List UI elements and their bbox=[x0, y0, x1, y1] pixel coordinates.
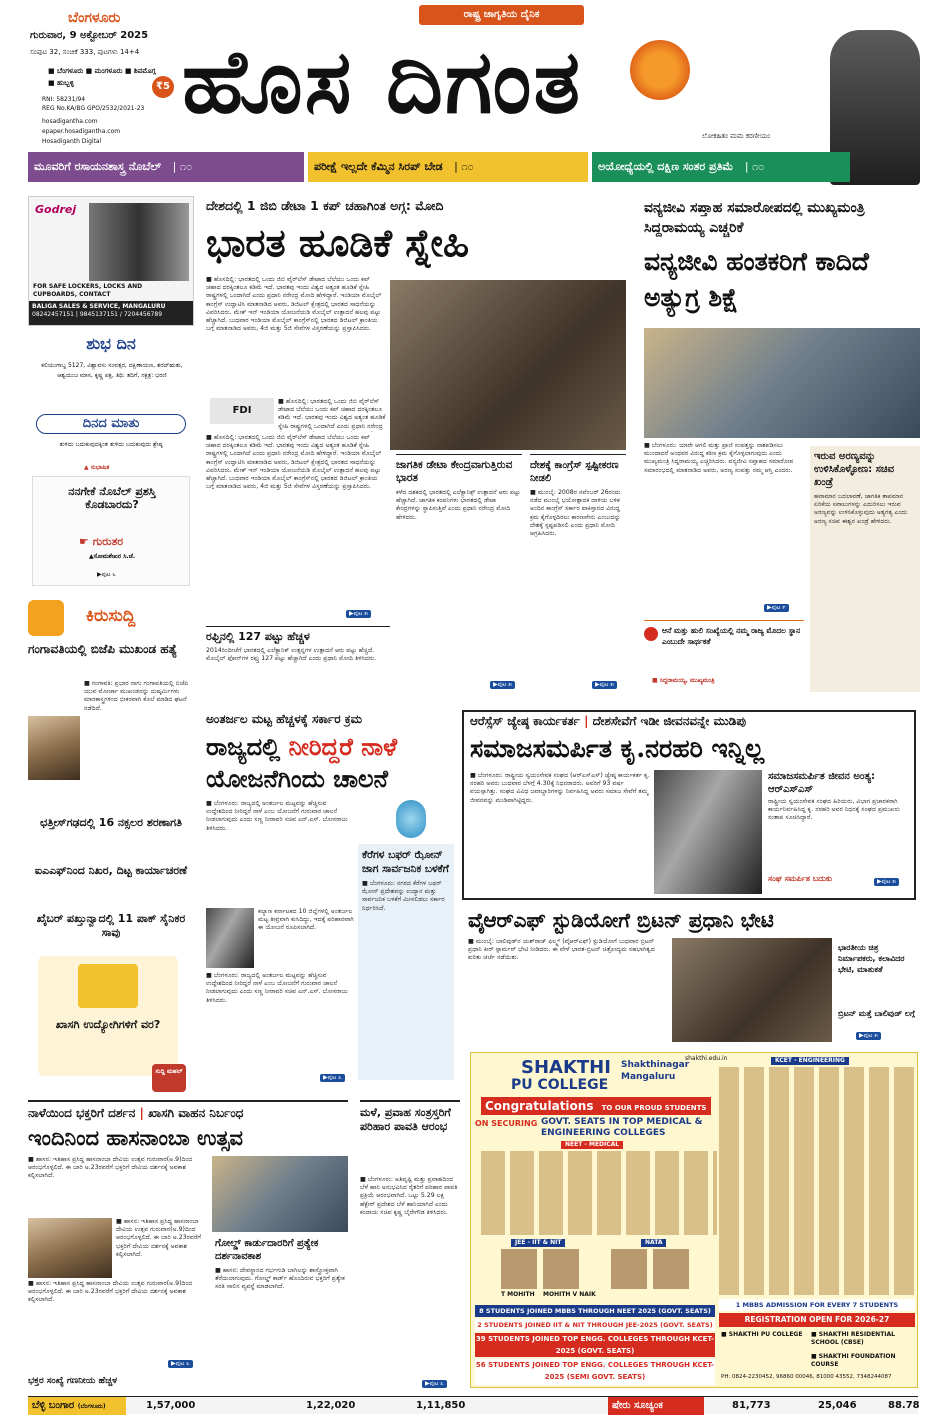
water-story bbox=[206, 712, 454, 1088]
gold-card-box bbox=[212, 1234, 348, 1394]
teaser-3[interactable] bbox=[592, 152, 850, 182]
sensex-value: 81,773 bbox=[732, 1400, 771, 1411]
khandre-body: ಹವಾಮಾನ ಬದಲಾವಣೆ, ಜಾಗತಿಕ ತಾಪಮಾನ ಏರಿಕೆಯ ಸವಾಲುಗಳನ್ನು ಎದುರಿಸಲು ಇರುವ ಅರಣ್ಯವನ್ನು ಉಳಿಸಿಕೊಳ್ಳುವುದು ಅತ್ಯಗತ್ಯ ಎಂದು ಅರಣ್ಯ ಸಚಿವ ಈಶ್ವರ ಖಂಡ್ರೆ ಹೇಳಿದರು. bbox=[814, 493, 908, 525]
side1-head[interactable]: ಜಾಗತಿಕ ಡೇಟಾ ಕೇಂದ್ರವಾಗುತ್ತಿರುವ ಭಾರತ bbox=[396, 459, 513, 484]
brief1-head[interactable]: ಗಂಗಾವತಿಯಲ್ಲಿ ಬಿಜೆಪಿ ಮುಖಂಡ ಹತ್ಯೆ bbox=[28, 642, 178, 656]
hasanamba-kicker-1: ನಾಳೆಯಿಂದ ಭಕ್ತರಿಗೆ ದರ್ಶನ bbox=[28, 1106, 136, 1120]
godrej-phone: 08242457151 | 9845137151 / 7204456789 bbox=[32, 311, 163, 318]
brief3-head[interactable]: ಐಎಎಫ್‌ನಿಂದ ನಿಖರ, ದಿಟ್ಟ ಕಾರ್ಯಾಚರಣೆ bbox=[34, 864, 188, 877]
cartoon-page: ▶ಪುಟ ೬ bbox=[97, 571, 116, 578]
water-kicker: ಅಂತರ್ಜಲ ಮಟ್ಟ ಹೆಚ್ಚಳಕ್ಕೆ ಸರ್ಕಾರ ಕ್ರಮ bbox=[206, 712, 363, 726]
wildlife-body: ■ ಬೆಂಗಳೂರು: ಯಾರೇ ಆಗಲಿ ಮತ್ತು ಪ್ರಾಣಿ ಸಂಪತ್ತನ್ನು ನಾಶಪಡಿಸಲು ಮುಂದಾದರೆ ಅಂಥವರ ವಿರುದ್ಧ ಕಠಿಣ ಕ್ರಮ ಕೈಗೊಳ್ಳಲಾಗುವುದು ಎಂದು ಮುಖ್ಯಮಂತ್ರಿ ಸಿದ್ದರಾಮಯ್ಯ ಎಚ್ಚರಿಸಿದರು. ವನ್ಯಜೀವಿ ಸಪ್ತಾಹದ ಸಮಾರೋಪ ಸಮಾರಂಭದಲ್ಲಿ ಮಾತನಾಡಿದ ಅವರು, ಅರಣ್ಯ ಸಂಪತ್ತು ನಮ್ಮ ಆಸ್ತಿ ಎಂದರು. bbox=[644, 442, 794, 474]
hasanamba-footer: ಭಕ್ತರ ಸಂಖ್ಯೆ ಗಣನೀಯ ಹೆಚ್ಚಳ bbox=[28, 1376, 118, 1386]
lead-kicker: ದೇಶದಲ್ಲಿ 1 ಜಿಬಿ ಡೇಟಾ 1 ಕಪ್ ಚಹಾಗಿಂತ ಅಗ್ಗ: ಮೋದಿ bbox=[206, 198, 444, 213]
shubha-dina: ಶುಭ ದಿನ bbox=[86, 334, 136, 353]
rss-side-body: ರಾಷ್ಟ್ರೀಯ ಸ್ವಯಂಸೇವಕ ಸಂಘದ ಹಿರಿಯರು, ವಿಭಾಗ ಪ್ರಚಾರಕರಾಗಿ ಕಾರ್ಯನಿರ್ವಹಿಸಿದ್ದ ಕೃ. ನರಹರಿ ಅವರ ನಿಧನಕ್ಕೆ ಸಂಘದ ಪ್ರಮುಖರು ಸಂತಾಪ ಸೂಚಿಸಿದ್ದಾರೆ. bbox=[768, 798, 900, 822]
lead-page-ref[interactable]: ▶ಪುಟ ೫ bbox=[346, 610, 371, 618]
stat-1: 8 STUDENTS JOINED MBBS THROUGH NEET 2025 (GOVT. SEATS) bbox=[475, 1305, 715, 1317]
private-question: ಖಾಸಗಿ ಉದ್ಯೋಗಿಗಳಿಗೆ ವರ? bbox=[55, 1018, 161, 1031]
hasanamba-body-3: ■ ಹಾಸನ: ಇತಿಹಾಸ ಪ್ರಸಿದ್ಧ ಹಾಸನಾಂಬಾ ದೇವಿಯ ಉತ್ಸವ ಗುರುವಾರ(ಅ.9)ದಿಂದ ಆರಂಭಗೊಳ್ಳಲಿದೆ. ಈ ಬಾರಿ ಅ.23ರವರೆಗೆ ಭಕ್ತರಿಗೆ ದೇವಿಯ ದರ್ಶನಕ್ಕೆ ಅವಕಾಶ ಕಲ್ಪಿಸಲಾಗಿದೆ. bbox=[28, 1280, 193, 1304]
rss-kicker bbox=[470, 714, 746, 729]
flood-headline[interactable]: ಮಳೆ, ಪ್ರವಾಹ ಸಂತ್ರಸ್ತರಿಗೆ ಪರಿಹಾರ ಪಾವತಿ ಆರಂಭ bbox=[360, 1106, 451, 1133]
masthead-title: ಹೊಸ ದಿಗಂತ bbox=[182, 29, 583, 133]
registration: REGISTRATION OPEN FOR 2026-27 bbox=[719, 1313, 915, 1327]
water-body-2: ಕಲ್ಯಾಣ ಕರ್ನಾಟಕದ 10 ಜಿಲ್ಲೆಗಳಲ್ಲಿ ಅಂತರ್ಜಲ ಮಟ್ಟ ತೀವ್ರವಾಗಿ ಕುಸಿದಿದ್ದು, ಇದಕ್ಕೆ ಪರಿಹಾರವಾಗಿ ಈ ಯೋಜನೆ ರೂಪಿಸಲಾಗಿದೆ. bbox=[258, 908, 354, 932]
yrf-side: ಭಾರತೀಯ ಚಿತ್ರ ನಿರ್ಮಾಪಕರು, ಕಲಾವಿದರ ಭೇಟಿ, ಮಾತುಕತೆ bbox=[838, 943, 905, 974]
lead-body: ■ ಹೊಸದಿಲ್ಲಿ: ಭಾರತದಲ್ಲಿ ಒಂದು ಜಿಬಿ ವೈರ್‌ಲೆಸ್ ಡೇಟಾದ ಬೆಲೆಯು ಒಂದು ಕಪ್ ಚಹಾದ ದರಕ್ಕಿಂತಲೂ ಕಡಿಮೆ ಇದೆ. ಭಾರತವು ಇಂದು ವಿಶ್ವದ ಅತ್ಯಂತ ಹೂಡಿಕೆ ಸ್ನೇಹಿ ರಾಷ್ಟ್ರಗಳಲ್ಲಿ ಒಂದಾಗಿದೆ ಎಂದು ಪ್ರಧಾನಿ ನರೇಂದ್ರ ಮೋದಿ ಹೇಳಿದ್ದಾರೆ. ಇಂಡಿಯಾ ಮೊಬೈಲ್ ಕಾಂಗ್ರೆಸ್ ಉದ್ಘಾಟಿಸಿ ಮಾತನಾಡಿದ ಅವರು, ಡಿಜಿಟಲ್ ಕ್ಷೇತ್ರದಲ್ಲಿ ಭಾರತದ ಸಾಧನೆಯನ್ನು ವಿವರಿಸಿದರು. ಮೇಕ್ ಇನ್ ಇಂಡಿಯಾ ಯೋಜನೆಯಡಿ ಮೊಬೈಲ್ ಉತ್ಪಾದನೆ ಹಲವು ಪಟ್ಟು ಹೆಚ್ಚಾಗಿದೆ. ಬುಧವಾರ ಇಂಡಿಯಾ ಮೊಬೈಲ್ ಕಾಂಗ್ರೆಸ್‌ನಲ್ಲಿ ಭಾರತದ ಡಿಜಿಟಲ್ ಕ್ರಾಂತಿಯ ಬಗ್ಗೆ ಮಾತನಾಡಿದ ಅವರು, 4ಜಿ ಮತ್ತು 5ಜಿ ಸೇವೆಗಳ ವಿಸ್ತರಣೆಯನ್ನು ಪ್ರಸ್ತಾಪಿಸಿದರು. bbox=[206, 276, 382, 333]
buffer-head[interactable]: ಕೆರೆಗಳ ಬಫರ್ ಝೋನ್ ಜಾಗ ಸಾರ್ವಜನಿಕ ಬಳಕೆಗೆ bbox=[362, 849, 449, 875]
masthead-reg: REG No.KA/BG GPO/2532/2021-23 bbox=[42, 105, 145, 112]
yrf-story bbox=[462, 906, 916, 1046]
cm-quote-text: ಆನೆ ಮತ್ತು ಹುಲಿ ಸಂಖ್ಯೆಯಲ್ಲಿ ನಮ್ಮ ರಾಜ್ಯ ಮೊದಲ ಸ್ಥಾನ ಎಂಬುದೇ ಸಾರ್ಥಕತೆ bbox=[662, 626, 801, 646]
shakthi-phone: PH: 0824-2230452, 96860 00046, 81000 43552, 7348244087 bbox=[721, 1374, 892, 1380]
water-body: ■ ಬೆಂಗಳೂರು: ರಾಜ್ಯದಲ್ಲಿ ಅಂತರ್ಜಲ ಮಟ್ಟವನ್ನು ಹೆಚ್ಚಿಸುವ ಉದ್ದೇಶದಿಂದ ನೀರಿದ್ದರೆ ನಾಳೆ ಎಂಬ ಯೋಜನೆಗೆ ಗುರುವಾರ ಚಾಲನೆ ನೀಡಲಾಗುವುದು ಎಂದು ಸಣ್ಣ ನೀರಾವರಿ ಸಚಿವ ಎನ್.ಎಸ್. ಬೋಸರಾಜು ತಿಳಿಸಿದರು. bbox=[206, 800, 348, 832]
shakthi-ad[interactable] bbox=[470, 1052, 918, 1388]
gold24-value: 1,22,020 bbox=[306, 1400, 356, 1411]
teaser-1-text: ಮೂವರಿಗೆ ರಸಾಯನಶಾಸ್ತ್ರ ನೊಬೆಲ್ bbox=[34, 160, 162, 173]
hand-icon bbox=[28, 600, 64, 636]
lead-headline[interactable]: ಭಾರತ ಹೂಡಿಕೆ ಸ್ನೇಹಿ bbox=[206, 220, 470, 265]
lead-story bbox=[206, 196, 626, 701]
masthead-epaper[interactable]: epaper.hosadigantha.com bbox=[42, 128, 121, 135]
quote-mark-icon bbox=[644, 627, 658, 641]
hasanamba-page-ref[interactable]: ▶ಪುಟ ೩ bbox=[168, 1360, 193, 1368]
quote-by: ▲ ಸುಭಾಷಿತ bbox=[84, 464, 110, 471]
mbbs-ratio: 1 MBBS ADMISSION FOR EVERY 7 STUDENTS bbox=[719, 1299, 915, 1311]
masthead-web[interactable]: hosadigantha.com bbox=[42, 118, 98, 125]
gold-card-head[interactable]: ಗೋಲ್ಡ್ ಕಾರ್ಡುದಾರರಿಗೆ ಪ್ರತ್ಯೇಕ ದರ್ಶನಾವಕಾಶ bbox=[215, 1238, 319, 1262]
teaser-1[interactable] bbox=[28, 152, 304, 182]
private-box bbox=[38, 956, 178, 1076]
neet-label: NEET - MEDICAL bbox=[561, 1141, 623, 1149]
nata-label: NATA bbox=[641, 1239, 666, 1247]
water-body-3: ■ ಬೆಂಗಳೂರು: ರಾಜ್ಯದಲ್ಲಿ ಅಂತರ್ಜಲ ಮಟ್ಟವನ್ನು ಹೆಚ್ಚಿಸುವ ಉದ್ದೇಶದಿಂದ ನೀರಿದ್ದರೆ ನಾಳೆ ಎಂಬ ಯೋಜನೆಗೆ ಗುರುವಾರ ಚಾಲನೆ ನೀಡಲಾಗುವುದು ಎಂದು ಸಣ್ಣ ನೀರಾವರಿ ಸಚಿವ ಎನ್.ಎಸ್. ಬೋಸರಾಜು ತಿಳಿಸಿದರು. bbox=[206, 972, 348, 1004]
suddi-mahal: ಸುದ್ದಿ ಮಹಲ್ bbox=[152, 1064, 186, 1092]
yrf-headline[interactable]: ವೈಆರ್‌ಎಫ್ ಸ್ಟುಡಿಯೋಗೆ ಬ್ರಿಟನ್ ಪ್ರಧಾನಿ ಭೇಟಿ bbox=[468, 908, 774, 932]
brief2-head[interactable]: ಛತ್ತೀಸ್‌ಗಢದಲ್ಲಿ 16 ನಕ್ಸಲರ ಶರಣಾಗತಿ bbox=[40, 816, 182, 829]
hasanamba-photo-1 bbox=[28, 1218, 112, 1278]
kirusuddi: ಕಿರುಸುದ್ದಿ bbox=[86, 606, 136, 626]
silver-value: 1,57,000 bbox=[146, 1400, 196, 1411]
water-headline-1[interactable] bbox=[206, 732, 454, 762]
masthead-date: ಗುರುವಾರ, 9 ಅಕ್ಟೋಬರ್ 2025 bbox=[30, 30, 149, 41]
rss-headline[interactable]: ಸಮಾಜಸಮರ್ಪಿತ ಕೃ.ನರಹರಿ ಇನ್ನಿಲ್ಲ bbox=[470, 734, 765, 763]
wildlife-page-ref[interactable]: ▶ಪುಟ ೯ bbox=[764, 604, 789, 612]
side1-body: ಕಳೆದ ದಶಕದಲ್ಲಿ ಭಾರತದಲ್ಲಿ ಎಲೆಕ್ಟ್ರಾನಿಕ್ಸ್ ಉತ್ಪಾದನೆ ಆರು ಪಟ್ಟು ಹೆಚ್ಚಾಗಿದೆ. ಜಾಗತಿಕ ಕಂಪನಿಗಳು ಭಾರತದಲ್ಲಿ ಡೇಟಾ ಕೇಂದ್ರಗಳನ್ನು ಸ್ಥಾಪಿಸುತ್ತಿವೆ ಎಂದು ಪ್ರಧಾನಿ ನರೇಂದ್ರ ಮೋದಿ ಹೇಳಿದರು. bbox=[396, 489, 521, 521]
lead-body-2: ■ ಹೊಸದಿಲ್ಲಿ: ಭಾರತದಲ್ಲಿ ಒಂದು ಜಿಬಿ ವೈರ್‌ಲೆಸ್ ಡೇಟಾದ ಬೆಲೆಯು ಒಂದು ಕಪ್ ಚಹಾದ ದರಕ್ಕಿಂತಲೂ ಕಡಿಮೆ ಇದೆ. ಭಾರತವು ಇಂದು ವಿಶ್ವದ ಅತ್ಯಂತ ಹೂಡಿಕೆ ಸ್ನೇಹಿ ರಾಷ್ಟ್ರಗಳಲ್ಲಿ ಒಂದಾಗಿದೆ ಎಂದು ಪ್ರಧಾನಿ ನರೇಂದ್ರ bbox=[278, 398, 386, 430]
modi-photo bbox=[390, 280, 626, 450]
shakthi-name: SHAKTHI bbox=[521, 1057, 611, 1078]
side3-head[interactable]: ದೇಶಕ್ಕೆ ಕಾಂಗ್ರೆಸ್ ಸ್ಪಷ್ಟೀಕರಣ ನೀಡಲಿ bbox=[530, 460, 619, 484]
fdi-label: FDI bbox=[232, 405, 252, 416]
masthead-tagline: ರಾಷ್ಟ್ರ ಜಾಗೃತಿಯ ದೈನಿಕ bbox=[419, 5, 584, 25]
flood-story bbox=[360, 1100, 460, 1392]
inst-3: ■ SHAKTHI FOUNDATION COURSE bbox=[811, 1353, 896, 1368]
kirusuddi-banner bbox=[28, 600, 194, 636]
teaser-strip bbox=[28, 152, 918, 182]
neet-grid bbox=[481, 1151, 717, 1235]
side2-head[interactable]: ರಫ್ತಿನಲ್ಲಿ 127 ಪಟ್ಟು ಹೆಚ್ಚಳ bbox=[206, 630, 310, 643]
rss-story bbox=[462, 710, 916, 900]
fdi-graphic bbox=[210, 398, 274, 424]
brief1-body: ■ ಗಂಗಾವತಿ: ಪ್ರಭಾರ ನಾಗು ಗಂಗಾವತಿಯಲ್ಲಿ ಬಿಜೆಪಿ ಯುವ ಮೋರ್ಚಾ ಮುಖಂಡನನ್ನು ದುಷ್ಕರ್ಮಿಗಳು ಮಾರಕಾಸ್ತ್ರಗಳಿಂದ ಭೀಕರವಾಗಿ ಕೊಲೆ ಮಾಡಿದ ಘಟನೆ ನಡೆದಿದೆ. bbox=[84, 680, 189, 712]
wildlife-headline[interactable]: ವನ್ಯಜೀವಿ ಹಂತಕರಿಗೆ ಕಾದಿದೆ ಅತ್ಯುಗ್ರ ಶಿಕ್ಷೆ bbox=[644, 247, 869, 312]
masthead-city: ಬೆಂಗಳೂರು bbox=[68, 10, 121, 26]
side-story-3 bbox=[530, 454, 626, 694]
side2-body: 2014ರಿಂದೀಚೆಗೆ ಭಾರತದಲ್ಲಿ ಎಲೆಕ್ಟ್ರಾನಿಕ್ ಉತ್ಪನ್ನಗಳ ಉತ್ಪಾದನೆ ಆರು ಪಟ್ಟು ಹೆಚ್ಚಿದೆ. ಮೊಬೈಲ್ ಫೋನ್‌ಗಳ ರಫ್ತು 127 ಪಟ್ಟು ಹೆಚ್ಚಾಗಿದೆ ಎಂದು ಪ್ರಧಾನಿ ಮೋದಿ ತಿಳಿಸಿದರು. bbox=[206, 647, 377, 663]
rss-page-ref[interactable]: ▶ಪುಟ ೫ bbox=[874, 878, 899, 886]
cartoon-box bbox=[32, 476, 190, 586]
gold-card-body: ■ ಹಾಸನ: ದೇವಸ್ಥಾನದ ಗರ್ಭಗುಡಿ ಬಾಗಿಲನ್ನು ಶಾಸ್ತ್ರೋಕ್ತವಾಗಿ ತೆರೆಯಲಾಗುವುದು. ಗೋಲ್ಡ್ ಕಾರ್ಡ್ ಹೊಂದಿರುವ ಭಕ್ತರಿಗೆ ಪ್ರತ್ಯೇಕ ಸರತಿ ಸಾಲಿನ ವ್ಯವಸ್ಥೆ ಮಾಡಲಾಗಿದೆ. bbox=[215, 1267, 345, 1291]
yrf-side-2: ಬ್ರಿಟನ್ ಮತ್ತೆ ಬಾಲಿವುಡ್ ಲಗ್ಗೆ bbox=[838, 1009, 916, 1018]
nata-photos bbox=[611, 1249, 691, 1289]
desk-illustration bbox=[78, 964, 138, 1008]
congrats-text: Congratulations bbox=[485, 1099, 594, 1113]
jee-name-2: MOHITH V NAIK bbox=[543, 1291, 596, 1298]
teaser-2-text: ಪರೀಕ್ಷೆ ಇಲ್ಲದೇ ಕೆಮ್ಮಿನ ಸಿರಪ್ ಬೇಡ bbox=[314, 160, 443, 173]
proud-text: TO OUR PROUD STUDENTS bbox=[601, 1104, 707, 1112]
quote: ತುಳಿದು ಬದುಕುವುದಕ್ಕಿಂತ ತುಳಿದು ಬದುಕುವುದು ಶ್ರೇಷ್ಠ bbox=[59, 441, 163, 448]
lead-body-3: ■ ಹೊಸದಿಲ್ಲಿ: ಭಾರತದಲ್ಲಿ ಒಂದು ಜಿಬಿ ವೈರ್‌ಲೆಸ್ ಡೇಟಾದ ಬೆಲೆಯು ಒಂದು ಕಪ್ ಚಹಾದ ದರಕ್ಕಿಂತಲೂ ಕಡಿಮೆ ಇದೆ. ಭಾರತವು ಇಂದು ವಿಶ್ವದ ಅತ್ಯಂತ ಹೂಡಿಕೆ ಸ್ನೇಹಿ ರಾಷ್ಟ್ರಗಳಲ್ಲಿ ಒಂದಾಗಿದೆ ಎಂದು ಪ್ರಧಾನಿ ನರೇಂದ್ರ ಮೋದಿ ಹೇಳಿದ್ದಾರೆ. ಇಂಡಿಯಾ ಮೊಬೈಲ್ ಕಾಂಗ್ರೆಸ್ ಉದ್ಘಾಟಿಸಿ ಮಾತನಾಡಿದ ಅವರು, ಡಿಜಿಟಲ್ ಕ್ಷೇತ್ರದಲ್ಲಿ ಭಾರತದ ಸಾಧನೆಯನ್ನು ವಿವರಿಸಿದರು. ಮೇಕ್ ಇನ್ ಇಂಡಿಯಾ ಯೋಜನೆಯಡಿ ಮೊಬೈಲ್ ಉತ್ಪಾದನೆ ಹಲವು ಪಟ್ಟು ಹೆಚ್ಚಾಗಿದೆ. ಬುಧವಾರ ಇಂಡಿಯಾ ಮೊಬೈಲ್ ಕಾಂಗ್ರೆಸ್‌ನಲ್ಲಿ ಭಾರತದ ಡಿಜಿಟಲ್ ಕ್ರಾಂತಿಯ ಬಗ್ಗೆ ಮಾತನಾಡಿದ ಅವರು, 4ಜಿ ಮತ್ತು 5ಜಿ ಸೇವೆಗಳ ವಿಸ್ತರಣೆಯನ್ನು ಪ್ರಸ್ತಾಪಿಸಿದರು. bbox=[206, 434, 382, 491]
securing: ON SECURING bbox=[475, 1119, 538, 1128]
teaser-3-page: | ೧೦ bbox=[744, 160, 765, 173]
hasanamba-kicker bbox=[28, 1106, 243, 1121]
water-drop-icon bbox=[396, 800, 426, 838]
hasanamba-body-2: ■ ಹಾಸನ: ಇತಿಹಾಸ ಪ್ರಸಿದ್ಧ ಹಾಸನಾಂಬಾ ದೇವಿಯ ಉತ್ಸವ ಗುರುವಾರ(ಅ.9)ದಿಂದ ಆರಂಭಗೊಳ್ಳಲಿದೆ. ಈ ಬಾರಿ ಅ.23ರವರೆಗೆ ಭಕ್ತರಿಗೆ ದೇವಿಯ ದರ್ಶನಕ್ಕೆ ಅವಕಾಶ ಕಲ್ಪಿಸಲಾಗಿದೆ. bbox=[116, 1218, 201, 1258]
stat-4: 56 STUDENTS JOINED TOP ENGG. COLLEGES THROUGH KCET-2025 (SEMI GOVT. SEATS) bbox=[475, 1359, 715, 1385]
nobel-question: ನನಗೇಕೆ ನೊಬೆಲ್ ಪ್ರಶಸ್ತಿ ಕೊಡಬಾರದು? bbox=[68, 485, 156, 511]
wildlife-story bbox=[640, 196, 920, 701]
bosaraju-photo bbox=[206, 908, 254, 968]
khandre-head[interactable]: ಇರುವ ಅರಣ್ಯವನ್ನು ಉಳಿಸಿಕೊಳ್ಳೋಣ: ಸಚಿವ ಖಂಡ್ರೆ bbox=[814, 451, 895, 488]
water-page-ref[interactable]: ▶ಪುಟ ೩ bbox=[320, 1074, 345, 1082]
godrej-dealer: BALIGA SALES & SERVICE, MANGALURU bbox=[32, 303, 166, 310]
teaser-3-text: ಅಯೋಧ್ಯೆಯಲ್ಲಿ ದಕ್ಷಿಣ ಸಂತರ ಪ್ರತಿಮೆ bbox=[598, 160, 734, 173]
water-head-b: ನೀರಿದ್ದರೆ ನಾಳೆ bbox=[288, 732, 398, 761]
sun-emblem-icon bbox=[630, 40, 690, 100]
teaser-1-page: | ೧೦ bbox=[172, 160, 193, 173]
masthead-motto: ಲೋಕಹಿತಂ ಮಮ ಕರಣೀಯಂ bbox=[702, 132, 771, 140]
jee-label: JEE - IIT & NIT bbox=[511, 1239, 565, 1247]
sensex-label: ಷೇರು ಸೂಚ್ಯಂಕ bbox=[608, 1397, 704, 1415]
brief4-head[interactable]: ಖೈಬರ್ ಪಖ್ತುನ್ವಾದಲ್ಲಿ 11 ಪಾಕ್ ಸೈನಿಕರ ಸಾವು bbox=[36, 912, 186, 939]
starmer-photo bbox=[672, 938, 832, 1042]
side-story-1 bbox=[396, 454, 522, 694]
inst-2: ■ SHAKTHI RESIDENTIAL SCHOOL (CBSE) bbox=[811, 1331, 895, 1346]
godrej-logo: Godrej bbox=[35, 203, 77, 216]
wildlife-kicker: ವನ್ಯಜೀವಿ ಸಪ್ತಾಹ ಸಮಾರೋಪದಲ್ಲಿ ಮುಖ್ಯಮಂತ್ರಿ ಸಿದ್ದರಾಮಯ್ಯ ಎಚ್ಚರಿಕೆ bbox=[644, 200, 865, 236]
dinada-maatu: ದಿನದ ಮಾತು bbox=[36, 414, 186, 434]
hasanamba-body: ■ ಹಾಸನ: ಇತಿಹಾಸ ಪ್ರಸಿದ್ಧ ಹಾಸನಾಂಬಾ ದೇವಿಯ ಉತ್ಸವ ಗುರುವಾರ(ಅ.9)ದಿಂದ ಆರಂಭಗೊಳ್ಳಲಿದೆ. ಈ ಬಾರಿ ಅ.23ರವರೆಗೆ ಭಕ್ತರಿಗೆ ದೇವಿಯ ದರ್ಶನಕ್ಕೆ ಅವಕಾಶ ಕಲ್ಪಿಸಲಾಗಿದೆ. bbox=[28, 1156, 193, 1180]
govt-seats: GOVT. SEATS IN TOP MEDICAL & ENGINEERING COLLEGES bbox=[541, 1117, 703, 1138]
shakthi-loc: Shakthinagar Mangaluru bbox=[621, 1060, 690, 1082]
nobel-answer: ☛ ಗುರುತರ bbox=[79, 535, 124, 548]
godrej-dealer-bar bbox=[29, 301, 193, 325]
side3-page-ref[interactable]: ▶ಪುಟ ೫ bbox=[592, 681, 617, 689]
panchanga: ಕಲಿಯುಗಾಬ್ದ 5127, ವಿಶ್ವಾವಸು ಸಂವತ್ಸರ, ದಕ್ಷಿಣಾಯಣ, ಶರದ್ಋತು, ಆಶ್ವಯುಜ ಮಾಸ, ಕೃಷ್ಣ ಪಕ್ಷ, ತಿಥಿ: ತದಿಗೆ, ನಕ್ಷತ್ರ: ಭರಣಿ bbox=[41, 362, 183, 379]
brief1-photo-fill bbox=[28, 716, 80, 780]
khandre-box bbox=[810, 446, 920, 692]
side-story-2 bbox=[206, 626, 390, 698]
hasanamba-story bbox=[28, 1100, 348, 1392]
flood-page-ref[interactable]: ▶ಪುಟ ೩ bbox=[422, 1380, 447, 1388]
godrej-ad[interactable] bbox=[28, 196, 194, 326]
cm-quote-by: ■ ಸಿದ್ದರಾಮಯ್ಯ, ಮುಖ್ಯಮಂತ್ರಿ bbox=[652, 677, 715, 684]
yrf-body: ■ ಮುಂಬೈ: ಬಾಲಿವುಡ್‌ನ ಯಶ್‌ರಾಜ್ ಫಿಲ್ಮ್ಸ್ (ವೈಆರ್‌ಎಫ್) ಸ್ಟುಡಿಯೋಗೆ ಬುಧವಾರ ಬ್ರಿಟನ್ ಪ್ರಧಾನಿ ಕೀರ್ ಸ್ಟಾರ್ಮರ್ ಭೇಟಿ ನೀಡಿದರು. ಈ ವೇಳೆ ಭಾರತ-ಬ್ರಿಟನ್ ಚಿತ್ರೋದ್ಯಮ ಸಹಭಾಗಿತ್ವದ ಕುರಿತು ಚರ್ಚೆ ನಡೆಯಿತು. bbox=[468, 938, 655, 962]
masthead-rni: RNI: 58231/94 bbox=[42, 96, 86, 103]
water-headline-2[interactable]: ಯೋಜನೆಗಿಂದು ಚಾಲನೆ bbox=[206, 764, 388, 793]
rss-footer: ಸಂಘ ಸಮರ್ಪಿತ ಬದುಕು bbox=[768, 874, 833, 883]
kcet-grid bbox=[719, 1067, 915, 1295]
congrats bbox=[481, 1097, 711, 1115]
cartoonist: ▲ಸೋಮಶೇಖರ ಸಿ.ಜೆ. bbox=[89, 553, 136, 560]
locker-photo bbox=[89, 203, 189, 281]
gold-label: ಬೆಳ್ಳಿ ಬಂಗಾರ (ಬೆಂಗಳೂರು) bbox=[28, 1397, 126, 1415]
hasanamba-headline[interactable]: ಇಂದಿನಿಂದ ಹಾಸನಾಂಬಾ ಉತ್ಸವ bbox=[28, 1125, 244, 1150]
rss-kicker-sep: | bbox=[584, 714, 593, 728]
rss-side-head[interactable]: ಸಮಾಜಸಮರ್ಪಿತ ಜೀವನ ಅಂತ್ಯ: ಆರ್‌ಎಸ್‌ಎಸ್ bbox=[768, 771, 876, 795]
masthead bbox=[0, 0, 945, 152]
masthead-volume: ಸಂಪುಟ 32, ಸಂಚಿಕೆ 333, ಪುಟಗಳು 14+4 bbox=[30, 48, 140, 56]
stat-3: 39 STUDENTS JOINED TOP ENGG. COLLEGES THROUGH KCET-2025 (GOVT. SEATS) bbox=[475, 1335, 715, 1355]
hasanamba-kicker-sep: | bbox=[139, 1106, 149, 1120]
shakthi-sub: PU COLLEGE bbox=[511, 1077, 609, 1093]
inst-1: ■ SHAKTHI PU COLLEGE bbox=[721, 1331, 803, 1338]
jee-name-1: T MOHITH bbox=[501, 1291, 535, 1298]
rss-kicker-1: ಆರೆಸ್ಸೆಸ್ ಜ್ಯೇಷ್ಠ ಕಾರ್ಯಕರ್ತ bbox=[470, 714, 580, 728]
hasanamba-kicker-2: ಖಾಸಗಿ ವಾಹನ ನಿರ್ಬಂಧ bbox=[148, 1106, 244, 1120]
buffer-box bbox=[358, 844, 454, 1080]
nifty-value: 25,046 bbox=[818, 1400, 857, 1411]
water-head-a: ರಾಜ್ಯದಲ್ಲಿ bbox=[206, 732, 281, 761]
side1-page-ref[interactable]: ▶ಪುಟ ೫ bbox=[490, 681, 515, 689]
masthead-editions: ■ ಬೆಂಗಳೂರು ■ ಮಂಗಳೂರು ■ ಶಿವಮೊಗ್ಗ ■ ಹುಬ್ಬಳ್ಳಿ bbox=[48, 67, 156, 87]
jee-photos bbox=[501, 1249, 581, 1289]
dollar-value: 88.78 bbox=[888, 1400, 920, 1411]
cm-quote bbox=[644, 620, 804, 696]
godrej-sub: FOR SAFE LOCKERS, LOCKS AND CUPBOARDS, CONTACT bbox=[33, 283, 143, 298]
gold22-value: 1,11,850 bbox=[416, 1400, 466, 1411]
shakthi-url: shakthi.edu.in bbox=[685, 1055, 728, 1062]
hasanamba-photo-2 bbox=[212, 1156, 348, 1232]
masthead-digital[interactable]: Hosadiganth Digital bbox=[42, 138, 102, 145]
teaser-2[interactable] bbox=[308, 152, 588, 182]
rss-body: ■ ಬೆಂಗಳೂರು: ರಾಷ್ಟ್ರೀಯ ಸ್ವಯಂಸೇವಕ ಸಂಘದ (ಆರ್‌ಎಸ್‌ಎಸ್) ಜ್ಯೇಷ್ಠ ಕಾರ್ಯಕರ್ತ ಕೃ. ನರಹರಿ ಅವರು ಬುಧವಾರ ಬೆಳಗ್ಗೆ 4.30ಕ್ಕೆ ನಿಧನರಾದರು. ಅವರಿಗೆ 93 ವರ್ಷ ವಯಸ್ಸಾಗಿತ್ತು. ಸಂಘದ ವಿವಿಧ ಜವಾಬ್ದಾರಿಗಳನ್ನು ನಿರ್ವಹಿಸಿದ್ದ ಅವರು ಸಮಾಜ ಸೇವೆಗೆ ತಮ್ಮ ಜೀವನವನ್ನು ಮುಡಿಪಾಗಿಟ್ಟಿದ್ದರು. bbox=[470, 772, 650, 804]
rss-kicker-2: ದೇಶಸೇವೆಗೆ ಇಡೀ ಜೀವನವನ್ನೇ ಮುಡಿಪು bbox=[592, 714, 747, 728]
teaser-2-page: | ೧೦ bbox=[454, 160, 474, 173]
narahari-photo bbox=[654, 770, 762, 894]
market-bar bbox=[28, 1396, 918, 1414]
flood-body: ■ ಬೆಂಗಳೂರು: ಅತಿವೃಷ್ಟಿ ಮತ್ತು ಪ್ರವಾಹದಿಂದ ಬೆಳೆ ಹಾನಿ ಅನುಭವಿಸಿದ ರೈತರಿಗೆ ಪರಿಹಾರ ಪಾವತಿ ಪ್ರಕ್ರಿಯೆ ಆರಂಭವಾಗಿದೆ. ಒಟ್ಟು 5.29 ಲಕ್ಷ ಹೆಕ್ಟೇರ್ ಪ್ರದೇಶದ ಬೆಳೆ ಹಾನಿಯಾಗಿದೆ ಎಂದು ಕಂದಾಯ ಸಚಿವ ಕೃಷ್ಣ ಬೈರೇಗೌಡ ತಿಳಿಸಿದರು. bbox=[360, 1176, 458, 1216]
kcet-label: KCET - ENGINEERING bbox=[771, 1057, 849, 1065]
yrf-page-ref[interactable]: ▶ಪುಟ ೫ bbox=[856, 1032, 881, 1040]
stat-2: 2 STUDENTS JOINED IIT & NIT THROUGH JEE-2025 (GOVT. SEATS) bbox=[475, 1319, 715, 1331]
buffer-body: ■ ಬೆಂಗಳೂರು: ನಗರದ ಕೆರೆಗಳ ಬಫರ್ ಝೋನ್ ಪ್ರದೇಶವನ್ನು ಉದ್ಯಾನ ಮತ್ತು ಸಾರ್ವಜನಿಕ ಬಳಕೆಗೆ ಮೀಸಲಿಡಲು ಸರ್ಕಾರ ನಿರ್ಧರಿಸಿದೆ. bbox=[362, 880, 445, 912]
side3-body: ■ ಮುಂಬೈ: 2008ರ ನವೆಂಬರ್ 26ರಂದು ನಡೆದ ಮುಂಬೈ ಭಯೋತ್ಪಾದಕ ದಾಳಿಯ ಬಳಿಕ ಅಂದಿನ ಕಾಂಗ್ರೆಸ್ ಸರ್ಕಾರ ಪಾಕಿಸ್ತಾನದ ವಿರುದ್ಧ ಕ್ರಮ ಕೈಗೊಳ್ಳದಿರಲು ಕಾರಣವೇನು ಎಂಬುದನ್ನು ದೇಶಕ್ಕೆ ಸ್ಪಷ್ಟಪಡಿಸಲಿ ಎಂದು ಪ್ರಧಾನಿ ಮೋದಿ ಆಗ್ರಹಿಸಿದರು. bbox=[530, 489, 621, 538]
siddaramaiah-photo bbox=[644, 328, 920, 438]
masthead-price: ₹5 bbox=[152, 76, 174, 98]
